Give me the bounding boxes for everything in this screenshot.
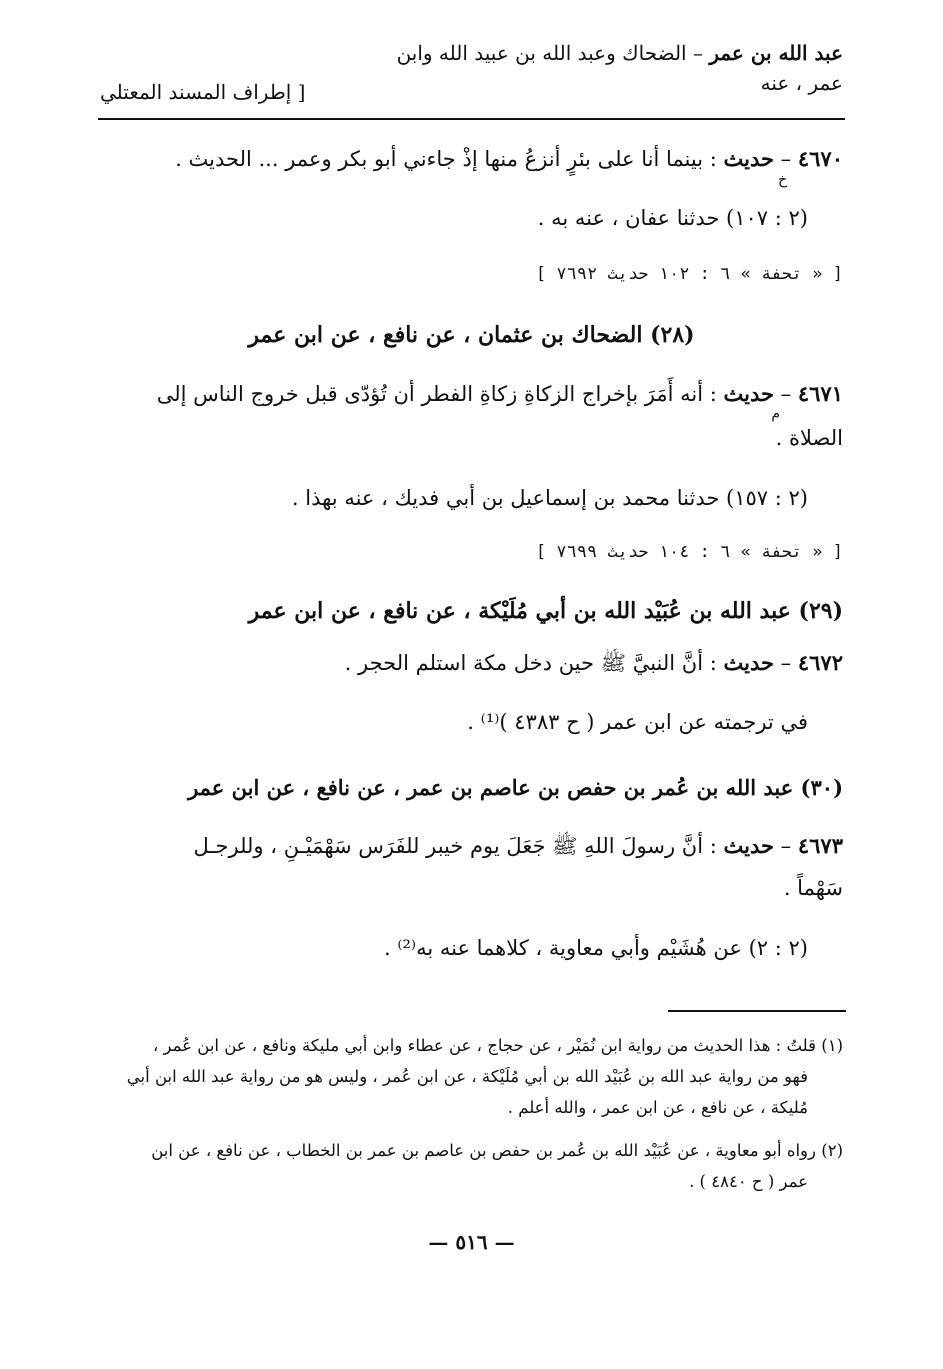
footnote-1-line2: فهو من رواية عبد الله بن عُبَيْد الله بن أبي مُلَيْكة ، عن ابن عُمر ، وليس هو من رواية عبد الله ابن أبي [126, 1067, 808, 1086]
hadith-label: حديث [723, 650, 774, 675]
hadith-label: حديث [723, 381, 774, 406]
footnote-1 [153, 1030, 843, 1061]
hadith-number: ٤٦٧٠ [797, 146, 843, 171]
footnote-2-line2: عمر ( ح ٤٨٤٠ ) . [689, 1172, 808, 1191]
hadith-text: أنه أَمَرَ بإخراج الزكاةِ زكاةِ الفطر أن تُؤدّى قبل خروج الناس إلى [156, 382, 704, 406]
section-heading-30 [188, 775, 843, 800]
hadith-number: ٤٦٧٢ [797, 650, 843, 675]
footnote-marker: (٢) [821, 1141, 843, 1160]
hadith-text-line2: سَهْماً . [783, 876, 843, 900]
hadith-mark: م [771, 406, 780, 422]
hadith-number: ٤٦٧١ [797, 381, 843, 406]
tuhfa-reference: [ « تحفة » ٦ : ١٠٤ حديث ٧٦٩٩ ] [535, 542, 843, 562]
footnote-marker: (١) [821, 1036, 843, 1055]
hadith-label: حديث [723, 833, 774, 858]
section-heading-29-text: (٢٩) عبد الله بن عُبَيْد الله بن أبي مُلَيْكة ، عن نافع ، عن ابن عمر [248, 598, 843, 624]
header-title-line1 [98, 38, 843, 68]
hadith-source: (٢ : ١٥٧) حدثنا محمد بن إسماعيل بن أبي فديك ، عنه بهذا . [291, 486, 808, 510]
footnote-1-line3: مُليكة ، عن نافع ، عن ابن عمر ، والله أعلم . [507, 1098, 808, 1117]
hadith-entry-4672: ٤٦٧٢ – حديث : أنَّ النبيَّ ﷺ حين دخل مكة استلم الحجر . [344, 650, 843, 675]
hadith-source: (٢ : ١٠٧) حدثنا عفان ، عنه به . [537, 206, 808, 230]
hadith-text-line2: الصلاة . [775, 426, 843, 450]
tuhfa-reference: [ « تحفة » ٦ : ١٠٢ حديث ٧٦٩٢ ] [535, 264, 843, 284]
header-title-line2: عمر ، عنه [760, 71, 843, 95]
footnote-rule [668, 1010, 846, 1012]
book-title: [ إطراف المسند المعتلي [100, 80, 306, 104]
header-rule [98, 118, 845, 120]
header-title-bold: عبد الله بن عمر [709, 41, 843, 65]
section-heading-28: (٢٨) الضحاك بن عثمان ، عن نافع ، عن ابن عمر [248, 322, 695, 348]
section-heading-30-text: (٣٠) عبد الله بن عُمر بن حفص بن عاصم بن عمر ، عن نافع ، عن ابن عمر [188, 775, 843, 800]
hadith-number: ٤٦٧٣ [797, 833, 843, 858]
header-title-rest: – الضحاك وعبد الله بن عبيد الله وابن [396, 41, 710, 65]
hadith-entry-4671: ٤٦٧١ – حديث : أنه أَمَرَ بإخراج الزكاةِ زكاةِ الفطر أن تُؤدّى قبل خروج الناس إلى [156, 381, 843, 406]
hadith-label: حديث [723, 146, 774, 171]
hadith-text: أنَّ رسولَ اللهِ ﷺ جَعَلَ يوم خيبر للفَرَس سَهْمَيْـنِ ، وللرجـل [193, 834, 704, 858]
hadith-entry-4673: ٤٦٧٣ – حديث : أنَّ رسولَ اللهِ ﷺ جَعَلَ يوم خيبر للفَرَس سَهْمَيْـنِ ، وللرجـل [193, 833, 843, 858]
hadith-entry-4670: ٤٦٧٠ – حديث : بينما أنا على بئرٍ أنزعُ منها إذْ جاءني أبو بكر وعمر ... الحديث . [175, 146, 843, 171]
hadith-text: أنَّ النبيَّ ﷺ حين دخل مكة استلم الحجر . [344, 651, 704, 675]
hadith-mark: خ [777, 172, 787, 188]
footnote-2 [151, 1135, 843, 1166]
section-heading-29 [249, 598, 843, 624]
footnote-text: قلتُ : هذا الحديث من رواية ابن نُمَيْر ، عن حجاج ، عن عطاء وابن أبي مليكة ونافع ، عن ابن عُمر ، [152, 1036, 816, 1055]
hadith-source: (٢ : ٢) عن هُشَيْم وأبي معاوية ، كلاهما عنه به⁽²⁾ . [383, 936, 808, 960]
hadith-source: في ترجمته عن ابن عمر ( ح ٤٣٨٣ )⁽¹⁾ . [467, 710, 808, 734]
page-number: — ٥١٦ — [428, 1230, 515, 1254]
footnote-text: رواه أبو معاوية ، عن عُبَيْد الله بن عُمر بن حفص بن عاصم بن عمر بن الخطاب ، عن نافع ، عن ابن [151, 1141, 816, 1160]
hadith-text: بينما أنا على بئرٍ أنزعُ منها إذْ جاءني أبو بكر وعمر ... الحديث . [175, 147, 704, 171]
